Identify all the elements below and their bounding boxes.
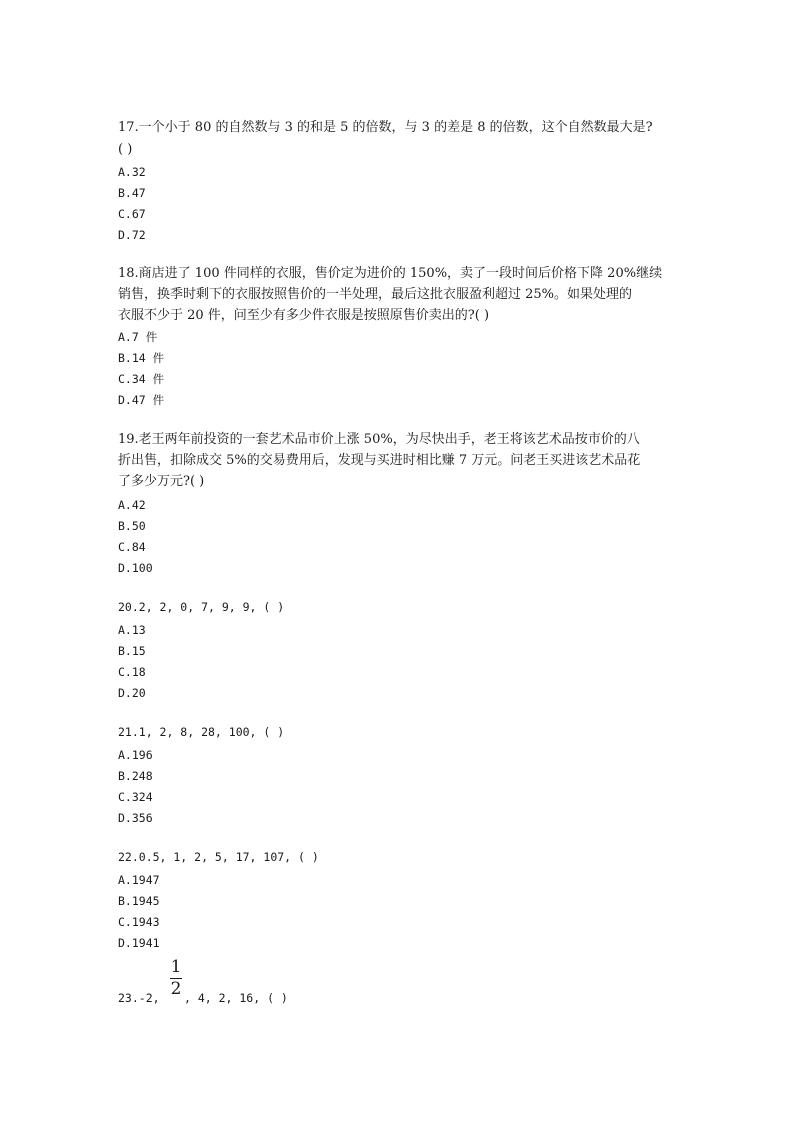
q18-stem-line-2: 销售，换季时剩下的衣服按照售价的一半处理，最后这批衣服盈利超过 25%。如果处理的 <box>118 287 633 302</box>
q23-fraction-numerator: 1 <box>170 957 182 977</box>
q18-option-d: D.47 件 <box>118 393 165 407</box>
q21-option-b: B.248 <box>118 769 153 783</box>
q21-option-a: A.196 <box>118 748 153 762</box>
q19-option-a: A.42 <box>118 498 146 512</box>
q20-option-d: D.20 <box>118 686 146 700</box>
q19-stem-line-3: 了多少万元?( ) <box>118 474 205 489</box>
q18-stem-line-1: 18.商店进了 100 件同样的衣服，售价定为进价的 150%，卖了一段时间后价格下降 20%继续 <box>118 266 663 281</box>
q19-stem-line-1: 19.老王两年前投资的一套艺术品市价上涨 50%，为尽快出手，老王将该艺术品按市价的八 <box>118 432 640 447</box>
q22-option-a: A.1947 <box>118 873 160 887</box>
q21-option-c: C.324 <box>118 790 153 804</box>
q20-option-a: A.13 <box>118 623 146 637</box>
q21-option-d: D.356 <box>118 811 153 825</box>
q19-option-d: D.100 <box>118 561 153 575</box>
q17-option-d: D.72 <box>118 228 146 242</box>
q19-stem-line-2: 折出售，扣除成交 5%的交易费用后，发现与买进时相比赚 7 万元。问老王买进该艺术品花 <box>118 453 641 468</box>
q22-stem: 22.0.5, 1, 2, 5, 17, 107, ( ) <box>118 850 319 864</box>
q23-fraction-denominator: 2 <box>170 979 182 999</box>
q18-option-c: C.34 件 <box>118 372 165 386</box>
q17-stem-line-2: ( ) <box>118 142 133 157</box>
q20-option-b: B.15 <box>118 644 146 658</box>
q18-stem-line-3: 衣服不少于 20 件，问至少有多少件衣服是按照原售价卖出的?( ) <box>118 308 490 323</box>
q17-option-c: C.67 <box>118 207 146 221</box>
q23-stem-start: 23.-2, <box>118 991 160 1005</box>
q21-stem: 21.1, 2, 8, 28, 100, ( ) <box>118 725 285 739</box>
q18-option-b: B.14 件 <box>118 351 165 365</box>
q19-option-b: B.50 <box>118 519 146 533</box>
q22-option-d: D.1941 <box>118 936 160 950</box>
q18-option-a: A.7 件 <box>118 330 158 344</box>
q20-stem: 20.2, 2, 0, 7, 9, 9, ( ) <box>118 600 285 614</box>
q22-option-b: B.1945 <box>118 894 160 908</box>
q20-option-c: C.18 <box>118 665 146 679</box>
q23-fraction <box>168 958 184 999</box>
q17-option-a: A.32 <box>118 165 146 179</box>
q17-stem-line-1: 17.一个小于 80 的自然数与 3 的和是 5 的倍数，与 3 的差是 8 的倍数，这个自然数最大是? <box>118 120 653 135</box>
q17-option-b: B.47 <box>118 186 146 200</box>
q19-option-c: C.84 <box>118 540 146 554</box>
q22-option-c: C.1943 <box>118 915 160 929</box>
q23-stem-rest: , 4, 2, 16, ( ) <box>184 991 288 1005</box>
